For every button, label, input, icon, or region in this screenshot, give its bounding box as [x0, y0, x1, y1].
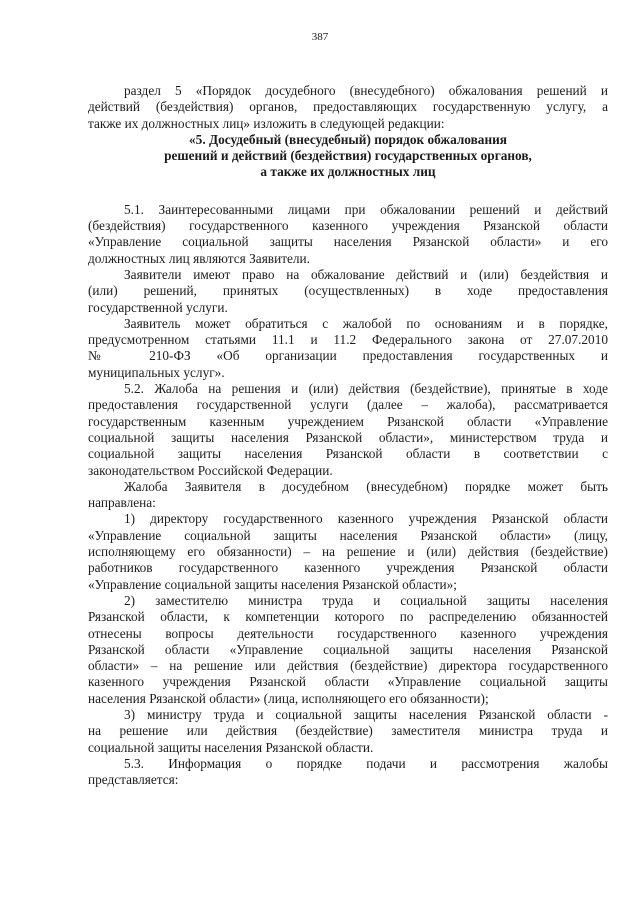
document-content [88, 83, 608, 788]
text-line: социальной защиты населения Рязанской области в соответствии с [88, 446, 608, 462]
text-line: «Управление социальной защиты населения Рязанской области» (лицу, [88, 527, 608, 543]
text-line: на решение или действия (бездействие) заместителя министра труда и [88, 723, 608, 739]
section-title-line: «5. Досудебный (внесудебный) порядок обжалования [189, 131, 507, 147]
text-line: Заявители имеют право на обжалование действий и (или) бездействия и [124, 266, 608, 282]
text-line: (бездействия) государственного казенного учреждения Рязанской области [88, 218, 608, 234]
text-line: законодательством Российской Федерации. [88, 462, 333, 478]
text-line: государственным казенным учреждением Рязанской области «Управление [88, 413, 608, 429]
text-line: «Управление социальной защиты населения Рязанской области» и его [88, 234, 608, 250]
section-body [88, 202, 608, 789]
text-line: работников государственного казенного учреждения Рязанской области [88, 560, 608, 576]
text-line: (или) решений, принятых (осуществленных) в ходе предоставления [88, 283, 608, 299]
text-line: направлена: [88, 495, 156, 511]
text-line: также их должностных лиц» изложить в следующей редакции: [88, 115, 445, 131]
text-line: Жалоба Заявителя в досудебном (внесудебном) порядке может быть [124, 478, 608, 494]
text-line: населения Рязанской области» (лица, исполняющего его обязанности); [88, 690, 489, 706]
text-line: Рязанской области «Управление социальной защиты населения Рязанской [88, 641, 608, 657]
text-line: казенного учреждения Рязанской области «Управление социальной защиты [88, 674, 608, 690]
text-line: 1) директору государственного казенного учреждения Рязанской области [124, 511, 608, 527]
text-line: должностных лиц являются Заявители. [88, 250, 310, 266]
text-line: «Управление социальной защиты населения Рязанской области»; [88, 576, 457, 592]
section-title [88, 132, 608, 181]
intro-paragraph [88, 83, 608, 132]
text-line: представляется: [88, 772, 179, 788]
text-line: социальной защиты населения Рязанской области. [88, 739, 374, 755]
text-line: 2) заместителю министра труда и социальной защиты населения [124, 592, 608, 608]
text-line: № 210-ФЗ «Об организации предоставления государственных и [88, 348, 608, 364]
text-line: государственной услуги. [88, 299, 228, 315]
text-line: 5.2. Жалоба на решения и (или) действия (бездействие), принятые в ходе [124, 381, 608, 397]
section-title-line: а также их должностных лиц [260, 164, 436, 180]
text-line: Рязанской области, к компетенции которого по распределению обязанностей [88, 609, 608, 625]
text-line: предусмотренном статьями 11.1 и 11.2 Федерального закона от 27.07.2010 [88, 332, 608, 348]
text-line: раздел 5 «Порядок досудебного (внесудебного) обжалования решений и [124, 83, 608, 98]
text-line: муниципальных услуг». [88, 364, 225, 380]
text-line: 5.1. Заинтересованными лицами при обжаловании решений и действий [124, 201, 608, 217]
text-line: действий (бездействия) органов, предоставляющих государственную услугу, а [88, 99, 608, 115]
text-line: отнесены вопросы деятельности государственного казенного учреждения [88, 625, 608, 641]
text-line: предоставления государственной услуги (далее – жалоба), рассматривается [88, 397, 608, 413]
section-title-line: решений и действий (бездействия) государственных органов, [164, 148, 532, 164]
page-number: 387 [311, 31, 329, 43]
text-line: социальной защиты населения Рязанской области», министерством труда и [88, 429, 608, 445]
text-line: области» – на решение или действия (бездействие) директора государственного [88, 658, 608, 674]
text-line: Заявитель может обратиться с жалобой по основаниям и в порядке, [124, 315, 608, 331]
text-line: 3) министру труда и социальной защиты населения Рязанской области - [124, 706, 608, 722]
text-line: 5.3. Информация о порядке подачи и рассмотрения жалобы [124, 755, 608, 771]
text-line: исполняющему его обязанности) – на решение и (или) действия (бездействие) [88, 544, 608, 560]
